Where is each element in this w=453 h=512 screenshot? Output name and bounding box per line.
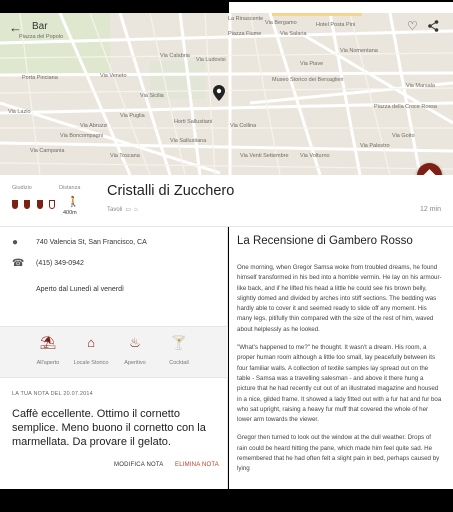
- cocktail-icon: 🍸: [170, 335, 188, 350]
- map-label: Via Salaria: [280, 31, 307, 37]
- share-icon[interactable]: [428, 20, 439, 32]
- delete-note-button[interactable]: ELIMINA NOTA: [175, 462, 219, 468]
- user-note: Caffè eccellente. Ottimo il cornetto semplice. Meno buono il cornetto con la marmellata. Da provare il gelato.: [12, 408, 206, 448]
- map-label: Via Sicilia: [140, 93, 164, 99]
- map-label: Via Toscana: [110, 153, 140, 159]
- review-title: La Recensione di Gambero Rosso: [237, 235, 413, 247]
- back-arrow-icon[interactable]: ←: [9, 20, 22, 35]
- map-label: Via Veneto: [100, 73, 127, 79]
- review-paragraph: Gregor then turned to look out the window at the dull weather. Drops of rain could be heard hitting the pane, which made him feel quite sad. He remembered that he had often felt a slight pain in bed, perhaps caused by lying: [237, 434, 440, 473]
- umbrella-table-icon: ⛱: [39, 335, 57, 350]
- location-pin-icon: ●: [12, 237, 19, 248]
- navigation-bar: [0, 489, 453, 512]
- coffee-cup-icon: [37, 200, 43, 209]
- distance-value: 400m: [63, 210, 77, 216]
- map-label: Via Puglia: [120, 113, 145, 119]
- map-label: Via Abruzzi: [80, 123, 108, 129]
- feature-label: All'aperto: [36, 360, 60, 366]
- phone-icon: ☎: [12, 258, 25, 269]
- aperitivo-icon: ♨: [129, 335, 141, 350]
- features-strip: [0, 326, 228, 378]
- map-label: Via Marsala: [406, 83, 435, 89]
- map-label: Via Goito: [392, 133, 415, 139]
- map-label: La Rinascente: [228, 16, 264, 22]
- walk-time: 12 min: [419, 206, 441, 213]
- historic-building-icon: ⌂: [87, 335, 95, 350]
- review-panel: [229, 227, 453, 489]
- coffee-cup-icon: [12, 200, 18, 209]
- building-icon: ⌂: [134, 206, 138, 213]
- map-label: Via Bergamo: [265, 20, 297, 26]
- feature-cocktail: [154, 335, 204, 366]
- map-pin-icon[interactable]: [213, 85, 225, 101]
- map-label: Via Calabria: [160, 53, 190, 59]
- map-label: Via Volturno: [300, 153, 330, 159]
- map-label: Via Boncompagni: [60, 133, 104, 139]
- edit-note-button[interactable]: MODIFICA NOTA: [114, 462, 164, 468]
- review-body: [237, 263, 443, 483]
- walking-icon: 🚶: [67, 197, 80, 208]
- feature-label: Aperitivo: [124, 360, 146, 366]
- coffee-cup-icon: [24, 200, 30, 209]
- map-label: Via Collina: [230, 123, 257, 129]
- map-label: Via Lazio: [8, 109, 31, 115]
- map-label: Piazza della Croce Rossa: [374, 104, 437, 110]
- distance-label: Distanza: [59, 185, 81, 191]
- feature-aperitivo: [110, 335, 160, 366]
- place-type: [107, 206, 138, 213]
- place-header: [0, 175, 453, 227]
- note-date: LA TUA NOTA DEL 20.07.2014: [12, 391, 93, 397]
- phone-row[interactable]: [12, 258, 84, 269]
- map-label: Via Ludovisi: [196, 57, 226, 63]
- map-label: Via Venti Settembre: [240, 153, 289, 159]
- rating-label: Giudizio: [12, 185, 32, 191]
- map-label: Horti Sallustiani: [174, 119, 213, 125]
- feature-historic: [66, 335, 116, 366]
- table-icon: ▭: [125, 207, 132, 213]
- phone: (415) 349-0942: [36, 260, 84, 267]
- map-label: Via Campania: [30, 148, 65, 154]
- coffee-cup-empty-icon: [49, 200, 55, 209]
- page-title: Bar: [32, 21, 48, 32]
- map-label: Via Piave: [300, 61, 324, 67]
- feature-label: Locale Storico: [73, 360, 109, 366]
- map-label: Via Palestro: [360, 143, 390, 149]
- map-label: Porta Pinciana: [22, 75, 58, 81]
- address-row[interactable]: [12, 237, 147, 248]
- feature-label: Cocktail: [169, 360, 189, 366]
- map-label: Via Sallustiana: [170, 138, 207, 144]
- review-paragraph: One morning, when Gregor Samsa woke from troubled dreams, he found himself transformed in his bed into a horrible vermin. He lay on his armour-like back, and if he lifted his head a little he could see his brown belly, slightly domed and divided by arches into stiff sections. The bedding was hardly able to cover it and seemed ready to slide off any moment. His many legs, pitifully thin compared with the size of the rest of him, waved about helplessly as he looked.: [237, 264, 442, 333]
- address: 740 Valencia St, San Francisco, CA: [36, 239, 147, 246]
- map-label: Hotel Posta Pini: [316, 22, 356, 28]
- opening-hours: Aperto dal Lunedì al venerdì: [36, 286, 124, 293]
- favorite-heart-icon[interactable]: ♡: [407, 19, 418, 33]
- app-bar: [0, 13, 453, 41]
- map-label: Museo Storico dei Bersaglieri: [272, 77, 344, 83]
- map-label: Piazza Fiume: [228, 31, 262, 37]
- details-panel: [0, 227, 228, 489]
- type-label: Tavoli: [107, 206, 123, 213]
- map-label: Piazza del Popolo: [19, 34, 64, 40]
- rating-cups: [12, 196, 57, 214]
- review-paragraph: "What's happened to me?" he thought. It wasn't a dream. His room, a proper human room although a little too small, lay peacefully between its four familiar walls. A collection of textile samples lay spread out on the table - Samsa was a travelling salesman - and above it there hung a picture that he had recently cut out of an illustrated magazine and housed in a nice, gilded frame. It showed a lady fitted out with a fur hat and fur boa who sat upright, raising a heavy fur muff that covered the whole of her lower arm towards the viewer.: [237, 344, 442, 424]
- place-name: Cristalli di Zucchero: [107, 183, 235, 199]
- map-label: Via Nomentana: [340, 48, 378, 54]
- status-bar: [0, 0, 453, 13]
